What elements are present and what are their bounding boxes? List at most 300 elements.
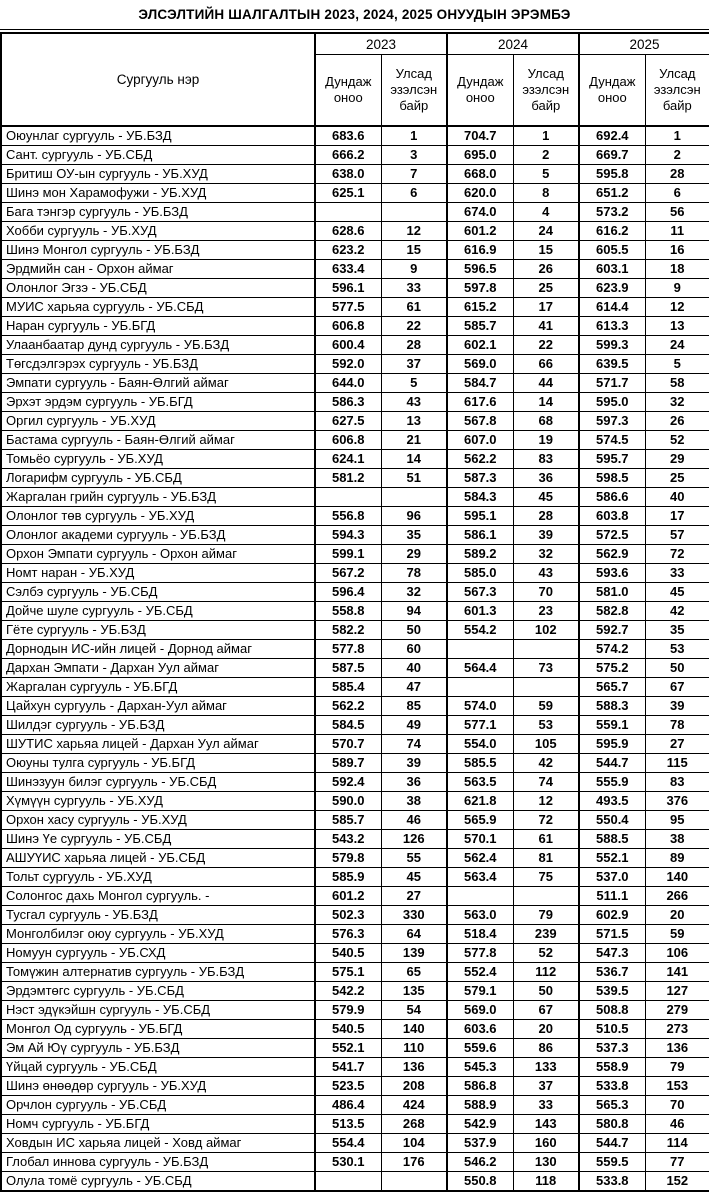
rank-cell: 85 xyxy=(381,697,447,716)
score-cell: 595.7 xyxy=(579,450,645,469)
rank-cell: 140 xyxy=(645,868,709,887)
score-cell: 601.2 xyxy=(315,887,381,906)
school-name-cell: Хобби сургууль - УБ.ХУД xyxy=(1,222,315,241)
rank-cell: 55 xyxy=(381,849,447,868)
school-name-cell: Монголбилэг оюу сургууль - УБ.ХУД xyxy=(1,925,315,944)
rank-cell: 273 xyxy=(645,1020,709,1039)
score-cell: 562.9 xyxy=(579,545,645,564)
school-name-cell: Олонлог академи сургууль - УБ.БЗД xyxy=(1,526,315,545)
school-name-cell: Үйцай сургууль - УБ.СБД xyxy=(1,1058,315,1077)
rank-cell: 25 xyxy=(645,469,709,488)
score-cell: 586.3 xyxy=(315,393,381,412)
table-row xyxy=(1,773,709,792)
rank-cell: 79 xyxy=(645,1058,709,1077)
score-cell: 602.9 xyxy=(579,906,645,925)
school-name-cell: Орхон хасу сургууль - УБ.ХУД xyxy=(1,811,315,830)
table-row xyxy=(1,222,709,241)
rank-cell: 36 xyxy=(381,773,447,792)
score-cell: 573.2 xyxy=(579,203,645,222)
score-cell: 585.0 xyxy=(447,564,513,583)
score-cell: 600.4 xyxy=(315,336,381,355)
table-row xyxy=(1,716,709,735)
rank-cell: 32 xyxy=(513,545,579,564)
rank-cell: 64 xyxy=(381,925,447,944)
page-title: ЭЛСЭЛТИЙН ШАЛГАЛТЫН 2023, 2024, 2025 ОНУУДЫН ЭРЭМБЭ xyxy=(0,0,709,30)
school-name-cell: Дойче шуле сургууль - УБ.СБД xyxy=(1,602,315,621)
rank-cell: 37 xyxy=(381,355,447,374)
score-cell: 518.4 xyxy=(447,925,513,944)
rank-cell: 27 xyxy=(645,735,709,754)
score-cell: 582.2 xyxy=(315,621,381,640)
school-name-cell: Жаргалан сургууль - УБ.БГД xyxy=(1,678,315,697)
score-cell: 570.7 xyxy=(315,735,381,754)
score-cell: 595.9 xyxy=(579,735,645,754)
rank-cell: 105 xyxy=(513,735,579,754)
score-cell: 574.0 xyxy=(447,697,513,716)
score-cell: 617.6 xyxy=(447,393,513,412)
score-cell: 577.8 xyxy=(447,944,513,963)
rank-cell: 14 xyxy=(381,450,447,469)
score-cell: 547.3 xyxy=(579,944,645,963)
school-name-cell: Жаргалан грийн сургууль - УБ.БЗД xyxy=(1,488,315,507)
score-cell: 639.5 xyxy=(579,355,645,374)
table-row xyxy=(1,963,709,982)
score-cell: 587.3 xyxy=(447,469,513,488)
table-row xyxy=(1,431,709,450)
rank-cell: 74 xyxy=(513,773,579,792)
table-row xyxy=(1,488,709,507)
score-cell: 563.0 xyxy=(447,906,513,925)
school-name-cell: ШУТИС харьяа лицей - Дархан Уул аймаг xyxy=(1,735,315,754)
score-cell: 543.2 xyxy=(315,830,381,849)
score-cell: 544.7 xyxy=(579,754,645,773)
school-name-cell: МУИС харьяа сургууль - УБ.СБД xyxy=(1,298,315,317)
score-cell: 542.9 xyxy=(447,1115,513,1134)
rank-cell: 70 xyxy=(513,583,579,602)
rank-cell: 58 xyxy=(645,374,709,393)
score-cell: 585.9 xyxy=(315,868,381,887)
score-cell: 620.0 xyxy=(447,184,513,203)
rank-cell: 24 xyxy=(513,222,579,241)
school-name-cell: Төгсдэлгэрэх сургууль - УБ.БЗД xyxy=(1,355,315,374)
score-cell: 502.3 xyxy=(315,906,381,925)
rank-cell: 86 xyxy=(513,1039,579,1058)
score-cell: 574.2 xyxy=(579,640,645,659)
score-cell: 627.5 xyxy=(315,412,381,431)
score-cell: 586.6 xyxy=(579,488,645,507)
rank-cell: 73 xyxy=(513,659,579,678)
score-cell: 554.4 xyxy=(315,1134,381,1153)
table-row xyxy=(1,982,709,1001)
score-cell: 577.8 xyxy=(315,640,381,659)
table-header xyxy=(1,33,709,126)
score-cell: 704.7 xyxy=(447,126,513,146)
school-name-cell: Логарифм сургууль - УБ.СБД xyxy=(1,469,315,488)
rank-cell: 40 xyxy=(381,659,447,678)
score-cell: 540.5 xyxy=(315,944,381,963)
table-row xyxy=(1,355,709,374)
rank-cell: 43 xyxy=(381,393,447,412)
rank-cell: 50 xyxy=(381,621,447,640)
score-cell: 559.1 xyxy=(579,716,645,735)
table-row xyxy=(1,526,709,545)
school-name-cell: Орхон Эмпати сургууль - Орхон аймаг xyxy=(1,545,315,564)
school-name-cell: Хүмүүн сургууль - УБ.ХУД xyxy=(1,792,315,811)
rank-cell: 208 xyxy=(381,1077,447,1096)
rank-cell: 4 xyxy=(513,203,579,222)
score-header-2023: Дундаж оноо xyxy=(315,55,381,127)
school-name-cell: АШУҮИС харьяа лицей - УБ.СБД xyxy=(1,849,315,868)
score-cell: 595.0 xyxy=(579,393,645,412)
score-cell: 565.9 xyxy=(447,811,513,830)
score-cell: 510.5 xyxy=(579,1020,645,1039)
score-cell: 695.0 xyxy=(447,146,513,165)
table-row xyxy=(1,184,709,203)
school-name-cell: Сант. сургууль - УБ.СБД xyxy=(1,146,315,165)
score-cell: 569.0 xyxy=(447,1001,513,1020)
school-name-cell: Оргил сургууль - УБ.ХУД xyxy=(1,412,315,431)
rank-cell: 5 xyxy=(645,355,709,374)
school-name-cell: Сэлбэ сургууль - УБ.СБД xyxy=(1,583,315,602)
rank-cell: 45 xyxy=(645,583,709,602)
school-name-cell: Оюуны тулга сургууль - УБ.БГД xyxy=(1,754,315,773)
table-row xyxy=(1,944,709,963)
score-cell: 579.1 xyxy=(447,982,513,1001)
rank-cell: 239 xyxy=(513,925,579,944)
rank-cell: 1 xyxy=(645,126,709,146)
score-cell xyxy=(315,1172,381,1192)
year-header-2024: 2024 xyxy=(447,33,579,55)
rank-cell: 45 xyxy=(513,488,579,507)
table-row xyxy=(1,1020,709,1039)
school-name-cell: Гёте сургууль - УБ.БЗД xyxy=(1,621,315,640)
rank-cell: 104 xyxy=(381,1134,447,1153)
rank-cell: 26 xyxy=(513,260,579,279)
rank-cell: 77 xyxy=(645,1153,709,1172)
school-name-cell: Бага тэнгэр сургууль - УБ.БЗД xyxy=(1,203,315,222)
rank-cell: 3 xyxy=(381,146,447,165)
rank-cell: 38 xyxy=(645,830,709,849)
score-cell: 589.7 xyxy=(315,754,381,773)
rank-cell: 95 xyxy=(645,811,709,830)
rank-cell: 46 xyxy=(645,1115,709,1134)
rank-cell: 96 xyxy=(381,507,447,526)
rank-cell: 6 xyxy=(381,184,447,203)
score-cell: 593.6 xyxy=(579,564,645,583)
score-cell: 606.8 xyxy=(315,317,381,336)
rank-cell: 139 xyxy=(381,944,447,963)
score-cell: 596.5 xyxy=(447,260,513,279)
score-cell: 590.0 xyxy=(315,792,381,811)
score-cell: 575.1 xyxy=(315,963,381,982)
score-cell: 537.9 xyxy=(447,1134,513,1153)
table-row xyxy=(1,469,709,488)
score-cell: 603.8 xyxy=(579,507,645,526)
rank-cell: 47 xyxy=(381,678,447,697)
score-cell: 577.5 xyxy=(315,298,381,317)
score-cell: 567.2 xyxy=(315,564,381,583)
score-cell: 607.0 xyxy=(447,431,513,450)
score-cell: 588.3 xyxy=(579,697,645,716)
rank-cell: 49 xyxy=(381,716,447,735)
score-cell: 550.4 xyxy=(579,811,645,830)
score-cell: 669.7 xyxy=(579,146,645,165)
score-cell: 674.0 xyxy=(447,203,513,222)
score-cell: 606.8 xyxy=(315,431,381,450)
score-header-2024: Дундаж оноо xyxy=(447,55,513,127)
year-header-2025: 2025 xyxy=(579,33,709,55)
score-cell: 577.1 xyxy=(447,716,513,735)
score-cell: 540.5 xyxy=(315,1020,381,1039)
score-cell: 559.5 xyxy=(579,1153,645,1172)
score-cell: 601.3 xyxy=(447,602,513,621)
rank-cell xyxy=(513,678,579,697)
table-row xyxy=(1,849,709,868)
rank-cell: 12 xyxy=(645,298,709,317)
score-cell: 592.4 xyxy=(315,773,381,792)
rank-cell: 46 xyxy=(381,811,447,830)
rank-cell: 15 xyxy=(381,241,447,260)
score-cell: 614.4 xyxy=(579,298,645,317)
rank-cell: 89 xyxy=(645,849,709,868)
rank-cell: 56 xyxy=(645,203,709,222)
table-row xyxy=(1,868,709,887)
score-cell: 554.0 xyxy=(447,735,513,754)
score-header-2025: Дундаж оноо xyxy=(579,55,645,127)
table-row xyxy=(1,697,709,716)
score-cell: 598.5 xyxy=(579,469,645,488)
rank-cell: 424 xyxy=(381,1096,447,1115)
score-cell: 603.1 xyxy=(579,260,645,279)
rank-cell: 74 xyxy=(381,735,447,754)
score-cell xyxy=(315,203,381,222)
score-cell: 623.2 xyxy=(315,241,381,260)
table-row xyxy=(1,279,709,298)
score-cell: 597.3 xyxy=(579,412,645,431)
table-row xyxy=(1,317,709,336)
table-row xyxy=(1,1115,709,1134)
score-cell: 569.0 xyxy=(447,355,513,374)
rank-cell: 33 xyxy=(645,564,709,583)
rank-cell: 33 xyxy=(381,279,447,298)
year-header-2023: 2023 xyxy=(315,33,447,55)
score-cell: 601.2 xyxy=(447,222,513,241)
rank-cell: 136 xyxy=(381,1058,447,1077)
score-cell: 586.1 xyxy=(447,526,513,545)
table-row xyxy=(1,887,709,906)
table-row xyxy=(1,1134,709,1153)
score-cell: 599.3 xyxy=(579,336,645,355)
table-row xyxy=(1,1077,709,1096)
rank-cell: 20 xyxy=(645,906,709,925)
table-row xyxy=(1,545,709,564)
score-cell: 546.2 xyxy=(447,1153,513,1172)
rank-cell: 1 xyxy=(381,126,447,146)
school-name-cell: Эмпати сургууль - Баян-Өлгий аймаг xyxy=(1,374,315,393)
score-cell: 571.7 xyxy=(579,374,645,393)
rank-cell: 268 xyxy=(381,1115,447,1134)
score-cell: 564.4 xyxy=(447,659,513,678)
rank-cell: 27 xyxy=(381,887,447,906)
rank-cell: 133 xyxy=(513,1058,579,1077)
rank-cell: 59 xyxy=(513,697,579,716)
score-cell: 616.9 xyxy=(447,241,513,260)
rank-cell: 41 xyxy=(513,317,579,336)
rank-cell: 83 xyxy=(513,450,579,469)
score-cell: 651.2 xyxy=(579,184,645,203)
table-row xyxy=(1,203,709,222)
score-cell: 542.2 xyxy=(315,982,381,1001)
rank-cell: 35 xyxy=(381,526,447,545)
score-cell: 511.1 xyxy=(579,887,645,906)
rank-cell: 38 xyxy=(381,792,447,811)
score-cell: 625.1 xyxy=(315,184,381,203)
table-row xyxy=(1,735,709,754)
table-row xyxy=(1,564,709,583)
rank-cell: 118 xyxy=(513,1172,579,1192)
rank-cell: 42 xyxy=(513,754,579,773)
rank-cell: 115 xyxy=(645,754,709,773)
school-name-cell: Эрхэт эрдэм сургууль - УБ.БГД xyxy=(1,393,315,412)
rank-cell: 83 xyxy=(645,773,709,792)
rank-cell: 127 xyxy=(645,982,709,1001)
school-name-cell: Тольт сургууль - УБ.ХУД xyxy=(1,868,315,887)
score-cell: 579.9 xyxy=(315,1001,381,1020)
school-name-cell: Шинэ өнөөдөр сургууль - УБ.ХУД xyxy=(1,1077,315,1096)
table-row xyxy=(1,241,709,260)
rank-cell: 52 xyxy=(645,431,709,450)
table-row xyxy=(1,336,709,355)
table-row xyxy=(1,602,709,621)
rank-cell: 29 xyxy=(645,450,709,469)
table-row xyxy=(1,830,709,849)
rankings-table-body xyxy=(1,126,709,1191)
school-name-cell: Номт наран - УБ.ХУД xyxy=(1,564,315,583)
rank-cell: 8 xyxy=(513,184,579,203)
rank-cell: 130 xyxy=(513,1153,579,1172)
rank-cell: 72 xyxy=(513,811,579,830)
rank-cell xyxy=(513,887,579,906)
score-cell: 584.5 xyxy=(315,716,381,735)
table-row xyxy=(1,1153,709,1172)
score-cell: 633.4 xyxy=(315,260,381,279)
rank-cell: 2 xyxy=(645,146,709,165)
rank-cell: 21 xyxy=(381,431,447,450)
school-name-cell: Глобал иннова сургууль - УБ.БЗД xyxy=(1,1153,315,1172)
rank-cell: 28 xyxy=(513,507,579,526)
rank-cell: 39 xyxy=(645,697,709,716)
table-row xyxy=(1,146,709,165)
score-cell: 545.3 xyxy=(447,1058,513,1077)
table-row xyxy=(1,374,709,393)
rank-cell: 50 xyxy=(513,982,579,1001)
rank-cell: 19 xyxy=(513,431,579,450)
rank-cell: 50 xyxy=(645,659,709,678)
score-cell: 595.8 xyxy=(579,165,645,184)
school-name-cell: Шилдэг сургууль - УБ.БЗД xyxy=(1,716,315,735)
rank-cell: 17 xyxy=(513,298,579,317)
score-cell: 599.1 xyxy=(315,545,381,564)
score-cell: 575.2 xyxy=(579,659,645,678)
rank-cell: 6 xyxy=(645,184,709,203)
table-row xyxy=(1,507,709,526)
score-cell: 508.8 xyxy=(579,1001,645,1020)
rank-cell: 136 xyxy=(645,1039,709,1058)
score-cell: 581.2 xyxy=(315,469,381,488)
rank-cell: 126 xyxy=(381,830,447,849)
score-cell: 570.1 xyxy=(447,830,513,849)
rank-cell: 33 xyxy=(513,1096,579,1115)
rank-cell: 143 xyxy=(513,1115,579,1134)
rank-cell: 67 xyxy=(645,678,709,697)
rank-cell: 135 xyxy=(381,982,447,1001)
rank-cell: 70 xyxy=(645,1096,709,1115)
rank-cell: 112 xyxy=(513,963,579,982)
rank-cell: 20 xyxy=(513,1020,579,1039)
table-row xyxy=(1,1096,709,1115)
score-cell: 580.8 xyxy=(579,1115,645,1134)
rank-cell xyxy=(381,488,447,507)
rank-cell: 75 xyxy=(513,868,579,887)
score-cell: 584.7 xyxy=(447,374,513,393)
score-cell: 605.5 xyxy=(579,241,645,260)
rank-cell: 54 xyxy=(381,1001,447,1020)
rank-cell: 39 xyxy=(381,754,447,773)
rank-cell: 376 xyxy=(645,792,709,811)
school-name-cell: Эрдмийн сан - Орхон аймаг xyxy=(1,260,315,279)
table-row xyxy=(1,906,709,925)
school-name-cell: Улаанбаатар дунд сургууль - УБ.БЗД xyxy=(1,336,315,355)
table-row xyxy=(1,260,709,279)
rank-cell: 1 xyxy=(513,126,579,146)
rank-cell: 102 xyxy=(513,621,579,640)
score-cell: 555.9 xyxy=(579,773,645,792)
school-name-cell: Монгол Од сургууль - УБ.БГД xyxy=(1,1020,315,1039)
rank-cell: 28 xyxy=(381,336,447,355)
rank-cell: 94 xyxy=(381,602,447,621)
rankings-table xyxy=(0,32,709,1192)
school-name-cell: Дархан Эмпати - Дархан Уул аймаг xyxy=(1,659,315,678)
score-cell: 596.1 xyxy=(315,279,381,298)
rank-cell: 68 xyxy=(513,412,579,431)
school-name-cell: Номуун сургууль - УБ.СХД xyxy=(1,944,315,963)
rank-cell: 66 xyxy=(513,355,579,374)
score-cell: 552.1 xyxy=(579,849,645,868)
score-cell: 562.4 xyxy=(447,849,513,868)
school-name-cell: Цайхун сургууль - Дархан-Уул аймаг xyxy=(1,697,315,716)
score-cell: 559.6 xyxy=(447,1039,513,1058)
rank-cell: 51 xyxy=(381,469,447,488)
score-cell: 556.8 xyxy=(315,507,381,526)
score-cell: 596.4 xyxy=(315,583,381,602)
score-cell: 668.0 xyxy=(447,165,513,184)
score-cell xyxy=(447,640,513,659)
school-name-cell: Бритиш ОУ-ын сургууль - УБ.ХУД xyxy=(1,165,315,184)
rank-cell: 14 xyxy=(513,393,579,412)
score-cell: 550.8 xyxy=(447,1172,513,1192)
school-name-cell: Олонлог төв сургууль - УБ.ХУД xyxy=(1,507,315,526)
table-row xyxy=(1,640,709,659)
school-name-cell: Шинэзуун билэг сургууль - УБ.СБД xyxy=(1,773,315,792)
school-name-cell: Тусгал сургууль - УБ.БЗД xyxy=(1,906,315,925)
rank-cell: 330 xyxy=(381,906,447,925)
rank-cell: 7 xyxy=(381,165,447,184)
rank-cell: 67 xyxy=(513,1001,579,1020)
score-cell: 539.5 xyxy=(579,982,645,1001)
score-cell: 683.6 xyxy=(315,126,381,146)
score-cell: 587.5 xyxy=(315,659,381,678)
rank-cell: 42 xyxy=(645,602,709,621)
